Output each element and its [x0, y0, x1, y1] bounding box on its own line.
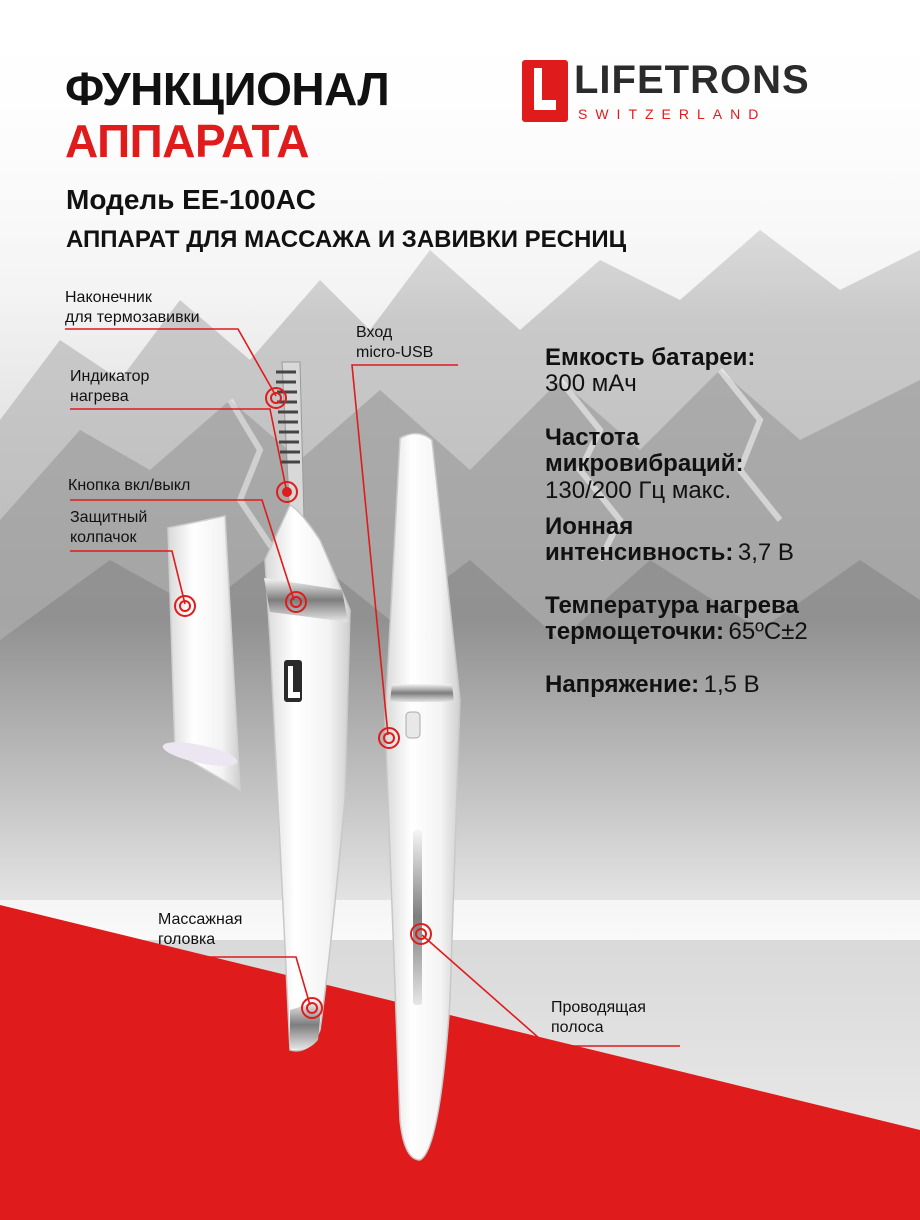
callout-tip-line1: Наконечник [65, 289, 152, 306]
callout-tip [65, 288, 200, 328]
marker-strip [411, 924, 431, 944]
callout-strip-line2: полоса [551, 1019, 604, 1036]
spec-temperature [545, 593, 905, 646]
spec-battery-value: 300 мАч [545, 370, 637, 398]
spec-ion-label1: Ионная [545, 512, 634, 540]
brand-country: SWITZERLAND [578, 106, 767, 122]
callout-usb-line2: micro-USB [356, 344, 434, 361]
spec-frequency-label2: микровибраций: [545, 450, 744, 478]
brand-name: LIFETRONS [574, 58, 810, 102]
callout-indicator-line1: Индикатор [70, 368, 150, 385]
callout-indicator [70, 367, 149, 407]
callout-indicator-line2: нагрева [70, 388, 129, 405]
spec-frequency-value: 130/200 Гц макс. [545, 476, 732, 504]
callout-usb-line1: Вход [356, 324, 393, 341]
marker-button [286, 592, 306, 612]
callout-tip-line2: для термозавивки [65, 309, 200, 326]
marker-tip [266, 388, 286, 408]
callout-strip [551, 998, 646, 1038]
spec-voltage-label: Напряжение: [545, 670, 700, 698]
spec-ion-value: 3,7 В [737, 539, 794, 567]
callout-button: Кнопка вкл/выкл [68, 477, 191, 494]
marker-usb [379, 728, 399, 748]
product-name: АППАРАТ ДЛЯ МАССАЖА И ЗАВИВКИ РЕСНИЦ [66, 226, 627, 253]
heading-line1: ФУНКЦИОНАЛ [65, 63, 390, 115]
heading-line2: АППАРАТА [65, 115, 309, 167]
callout-head-line1: Массажная [158, 911, 243, 928]
callout-cap-line2: колпачок [70, 529, 137, 546]
callout-usb [356, 323, 433, 363]
spec-voltage [545, 672, 905, 698]
callout-cap [70, 508, 147, 548]
specs-panel [545, 345, 905, 698]
spec-temperature-label2: термощеточки: [545, 618, 725, 646]
spec-ion [545, 514, 905, 567]
callout-strip-line1: Проводящая [551, 999, 646, 1016]
spec-frequency [545, 425, 905, 504]
spec-ion-label2: интенсивность: [545, 539, 734, 567]
marker-indicator [277, 482, 297, 502]
spec-battery-label: Емкость батареи: [545, 344, 756, 371]
callout-head-line2: головка [158, 931, 216, 948]
spec-temperature-label1: Температура нагрева [545, 591, 799, 619]
model-label: Модель EE-100AC [66, 184, 317, 215]
callout-head [158, 910, 242, 950]
callout-cap-line1: Защитный [70, 509, 148, 526]
spec-frequency-label1: Частота [545, 423, 640, 451]
marker-cap [175, 596, 195, 616]
spec-battery [545, 345, 905, 398]
spec-voltage-value: 1,5 В [703, 670, 760, 698]
spec-temperature-value: 65ºC±2 [728, 618, 808, 646]
marker-head [302, 998, 322, 1018]
